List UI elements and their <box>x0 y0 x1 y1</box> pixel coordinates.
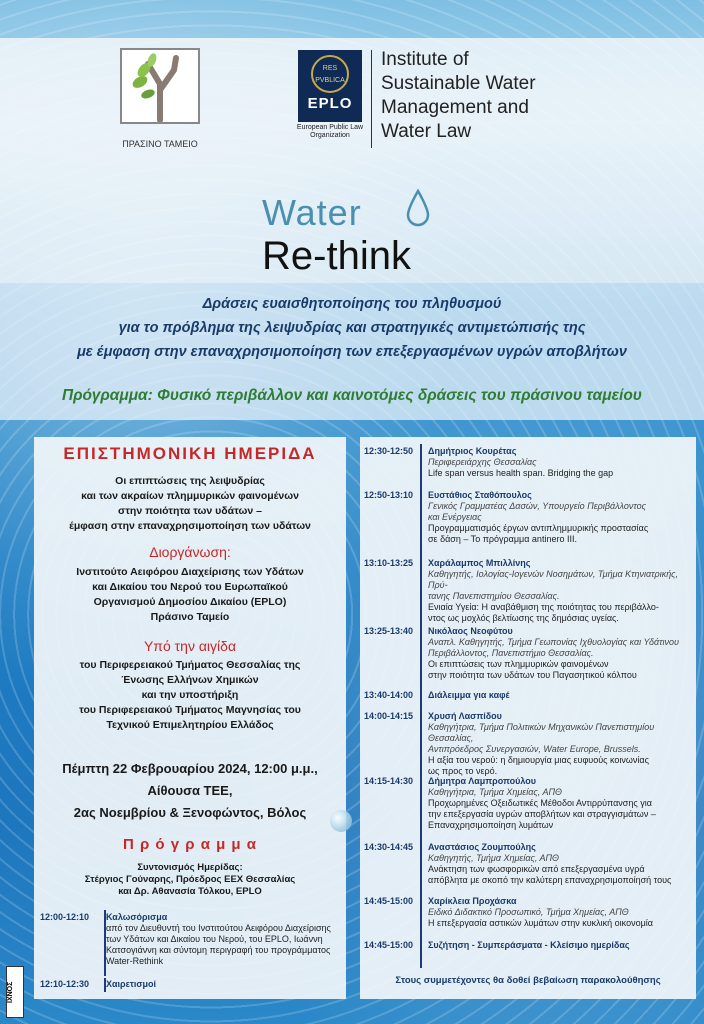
speaker-role: Καθηγήτρια, Τμήμα Χημείας, ΑΠΘ <box>428 787 562 797</box>
speaker-role: Περιβάλλοντος, Πανεπιστήμιο Θεσσαλίας. <box>428 648 594 658</box>
talk-title: την επεξεργασία υγρών αποβλήτων και στραγγισμάτων – <box>428 809 656 819</box>
talk-title: Η επεξεργασία αστικών λυμάτων στην κυκλική οικονομία <box>428 918 653 928</box>
schedule-line: των Υδάτων και Δικαίου του Νερού, του EPLO, Ιωάννη <box>106 934 323 944</box>
tree-icon <box>122 50 198 122</box>
schedule-time: 12:00-12:10 <box>40 912 90 922</box>
tagline-line: με έμφαση στην επαναχρησιμοποίηση των επεξεργασμένων υγρών αποβλήτων <box>77 344 627 360</box>
topic-line: Οι επιπτώσεις της λειψυδρίας <box>115 475 265 487</box>
printer-mark: ΙΧΝΟΣ <box>6 966 24 1018</box>
speaker-name: Χαράλαμπος Μπιλλίνης <box>428 558 531 568</box>
schedule-time: 12:30-12:50 <box>364 446 414 456</box>
speaker-role: τανης Πανεπιστημίου Θεσσαλίας. <box>428 591 560 601</box>
topic-line: έμφαση στην επαναχρησιμοποίηση των υδάτων <box>69 520 311 532</box>
schedule-time: 12:10-12:30 <box>40 979 90 989</box>
talk-title: Οι επιπτώσεις των πλημμυρικών φαινομένων <box>428 659 609 669</box>
institute-line: Water Law <box>381 121 472 142</box>
talk-title: Ενιαία Υγεία: Η αναβάθμιση της ποιότητας του περιβάλλο- <box>428 602 659 612</box>
talk-title: Life span versus health span. Bridging the gap <box>428 468 614 478</box>
talk-title: ντος ως μοχλός βελτίωσης της δημόσιας υγείας. <box>428 613 619 623</box>
tagline-line: για το πρόβλημα της λειψυδρίας και στρατηγικές αντιμετώπισής της <box>118 320 586 336</box>
event-venue: Αίθουσα ΤΕΕ, <box>147 783 233 798</box>
event-date: Πέμπτη 22 Φεβρουαρίου 2024, 12:00 μ.μ., <box>62 761 318 776</box>
schedule-body <box>106 979 340 990</box>
schedule-body <box>428 558 694 624</box>
eplo-seal <box>311 55 349 93</box>
organizer-line: Ινστιτούτο Αειφόρου Διαχείρισης των Υδάτων <box>76 566 304 578</box>
organizer-label-text: Διοργάνωση: <box>149 544 231 560</box>
topic-line: στην ποιότητα των υδάτων – <box>118 505 262 517</box>
talk-title: Επαναχρησιμοποίηση λυμάτων <box>428 820 554 830</box>
brand-water: Water <box>262 192 362 233</box>
speaker-role: Καθηγητής, Ιολογίας-Ιογενών Νοσημάτων, Τμήμα Κτηνιατρικής, Πρύ- <box>428 569 679 590</box>
schedule-body <box>428 490 694 545</box>
speaker-name: Νικόλαος Νεοφύτου <box>428 626 513 636</box>
speaker-role: Καθηγητής, Τμήμα Χημείας, ΑΠΘ <box>428 853 560 863</box>
speaker-name: Χρυσή Λασπίδου <box>428 711 502 721</box>
talk-title: Προχωρημένες Οξειδωτικές Μέθοδοι Αντιρρύπανσης για <box>428 798 652 808</box>
event-heading: ΕΠΙΣΤΗΜΟΝΙΚΗ ΗΜΕΡΙΔΑ <box>63 444 317 463</box>
organizer-line: και Δικαίου του Νερού του Ευρωπαϊκού <box>92 581 288 593</box>
tagline <box>0 292 704 364</box>
auspices-line: και την υποστήριξη <box>141 689 239 701</box>
organizer-label <box>34 544 346 560</box>
schedule-body <box>428 842 694 886</box>
speaker-name: Αναστάσιος Ζουμπούλης <box>428 842 536 852</box>
organizer-text <box>34 565 346 625</box>
coordinators-line: Συντονισμός Ημερίδας: <box>137 862 243 873</box>
green-fund-logo <box>120 48 200 138</box>
schedule-time: 14:30-14:45 <box>364 842 414 852</box>
water-drop-icon <box>405 188 431 228</box>
auspices-text <box>34 658 346 733</box>
event-when-where <box>34 758 346 824</box>
topic-line: και των ακραίων πλημμυρικών φαινομένων <box>81 490 299 502</box>
talk-title: απόβλητα με σκοπό την καλύτερη επαναχρησιμοποίησή τους <box>428 875 672 885</box>
eplo-logo <box>298 50 362 122</box>
schedule-body <box>106 912 340 967</box>
talk-title: σε δάση – Το πρόγραμμα antinero III. <box>428 534 577 544</box>
institute-line: Sustainable Water <box>381 73 536 94</box>
speaker-name: Χαρίκλεια Προχάσκα <box>428 896 517 906</box>
schedule-body <box>428 711 694 777</box>
speaker-role: Ειδικό Διδακτικό Προσωπικό, Τμήμα Χημείας, ΑΠΘ <box>428 907 629 917</box>
schedule-divider <box>420 444 422 968</box>
auspices-line: Ένωσης Ελλήνων Χημικών <box>121 674 259 686</box>
talk-title: στην ποιότητα των υδάτων του Παγασητικού κόλπου <box>428 670 637 680</box>
schedule-time: 14:00-14:15 <box>364 711 414 721</box>
speaker-name: Δημήτριος Κουρέτας <box>428 446 517 456</box>
schedule-item <box>40 912 340 972</box>
speaker-role: Καθηγήτρια, Τμήμα Πολιτικών Μηχανικών Πανεπιστημίου Θεσσαλίας, <box>428 722 655 743</box>
schedule-time: 13:40-14:00 <box>364 690 414 700</box>
speaker-role: Αντιπρόεδρος Συνεργασιών, Water Europe, Brussels. <box>428 744 641 754</box>
speaker-name: Ευστάθιος Σταθόπουλος <box>428 490 532 500</box>
auspices-label <box>34 638 346 654</box>
schedule-body <box>428 940 694 951</box>
schedule-body <box>428 446 694 479</box>
schedule-line: Κατσογιάννη και σύντομη περιγραφή του προγράμματος <box>106 945 331 955</box>
schedule-time: 12:50-13:10 <box>364 490 414 500</box>
water-bubble <box>330 810 352 832</box>
header-divider <box>371 50 372 148</box>
speaker-role: Περιφερειάρχης Θεσσαλίας <box>428 457 537 467</box>
schedule-line: Water-Rethink <box>106 956 164 966</box>
programme-title: Πρόγραμμα: Φυσικό περιβάλλον και καινοτόμες δράσεις του πράσινου ταμείου <box>62 387 642 404</box>
auspices-line: Τεχνικού Επιμελητηρίου Ελλάδος <box>106 719 274 731</box>
coffee-break: Διάλειμμα για καφέ <box>428 690 510 700</box>
talk-title: ως προς το νερό. <box>428 766 498 776</box>
auspices-line: του Περιφερειακού Τμήματος Μαγνησίας του <box>79 704 301 716</box>
schedule-body <box>428 690 694 701</box>
event-topic <box>34 474 346 534</box>
schedule-body <box>428 776 694 831</box>
schedule-line: από τον Διευθυντή του Ινστιτούτου Αειφόρου Διαχείρισης <box>106 923 331 933</box>
schedule-body <box>428 626 694 681</box>
schedule-time: 13:25-13:40 <box>364 626 414 636</box>
schedule-time: 14:45-15:00 <box>364 896 414 906</box>
brand-rethink: Re-think <box>262 234 411 278</box>
green-fund-logo-frame <box>120 48 200 124</box>
institute-line: Management and <box>381 97 529 118</box>
speaker-role: Γενικός Γραμματέας Δασών, Υπουργείο Περιβάλλοντος <box>428 501 646 511</box>
institute-name <box>381 48 681 144</box>
speaker-name: Δήμητρα Λαμπροπούλου <box>428 776 537 786</box>
auspices-label-text: Υπό την αιγίδα <box>143 638 237 654</box>
tagline-line: Δράσεις ευαισθητοποίησης του πληθυσμού <box>202 296 502 312</box>
schedule-time: 14:15-14:30 <box>364 776 414 786</box>
auspices-line: του Περιφερειακού Τμήματος Θεσσαλίας της <box>79 659 301 671</box>
organizer-line: Πράσινο Ταμείο <box>150 611 230 623</box>
coordinators-line: και Δρ. Αθανασία Τόλκου, EPLO <box>118 886 262 897</box>
coordinators-line: Στέργιος Γούναρης, Πρόεδρος ΕΕΧ Θεσσαλίας <box>84 874 296 885</box>
speaker-role: Αναπλ. Καθηγητής, Τμήμα Γεωπονίας Ιχθυολογίας και Υδάτινου <box>428 637 679 647</box>
schedule-title: Χαιρετισμοί <box>106 979 157 989</box>
programme-label: Π ρ ό γ ρ α μ μ α <box>122 836 258 853</box>
organizer-line: Οργανισμού Δημοσίου Δικαίου (EPLO) <box>93 596 287 608</box>
eplo-seal-line2: PVBLICA <box>315 77 345 84</box>
talk-title: Προγραμματισμός έργων αντιπλημμυρικής προστασίας <box>428 523 649 533</box>
closing-session: Συζήτηση - Συμπεράσματα - Κλείσιμο ημερίδας <box>428 940 630 950</box>
schedule-title: Καλωσόρισμα <box>106 912 168 922</box>
green-fund-caption: ΠΡΑΣΙΝΟ ΤΑΜΕΙΟ <box>122 139 198 149</box>
eplo-subtitle: European Public Law Organization <box>296 124 364 139</box>
talk-title: Η αξία του νερού: η δημιουργία μιας ευφυούς κοινωνίας <box>428 755 649 765</box>
talk-title: Ανάκτηση των φωσφορικών από επεξεργασμένα υγρά <box>428 864 645 874</box>
schedule-time: 14:45-15:00 <box>364 940 414 950</box>
coordinators <box>34 862 346 898</box>
schedule-time: 13:10-13:25 <box>364 558 414 568</box>
speaker-role: και Ενέργειας <box>428 512 482 522</box>
event-address: 2ας Νοεμβρίου & Ξενοφώντος, Βόλος <box>73 805 307 820</box>
schedule-item <box>40 979 340 993</box>
eplo-seal-line1: RES <box>322 65 338 72</box>
institute-line: Institute of <box>381 49 469 70</box>
attendance-note: Στους συμμετέχοντες θα δοθεί βεβαίωση παρακολούθησης <box>395 975 661 986</box>
eplo-wordmark: EPLO <box>307 95 353 112</box>
schedule-body <box>428 896 694 929</box>
